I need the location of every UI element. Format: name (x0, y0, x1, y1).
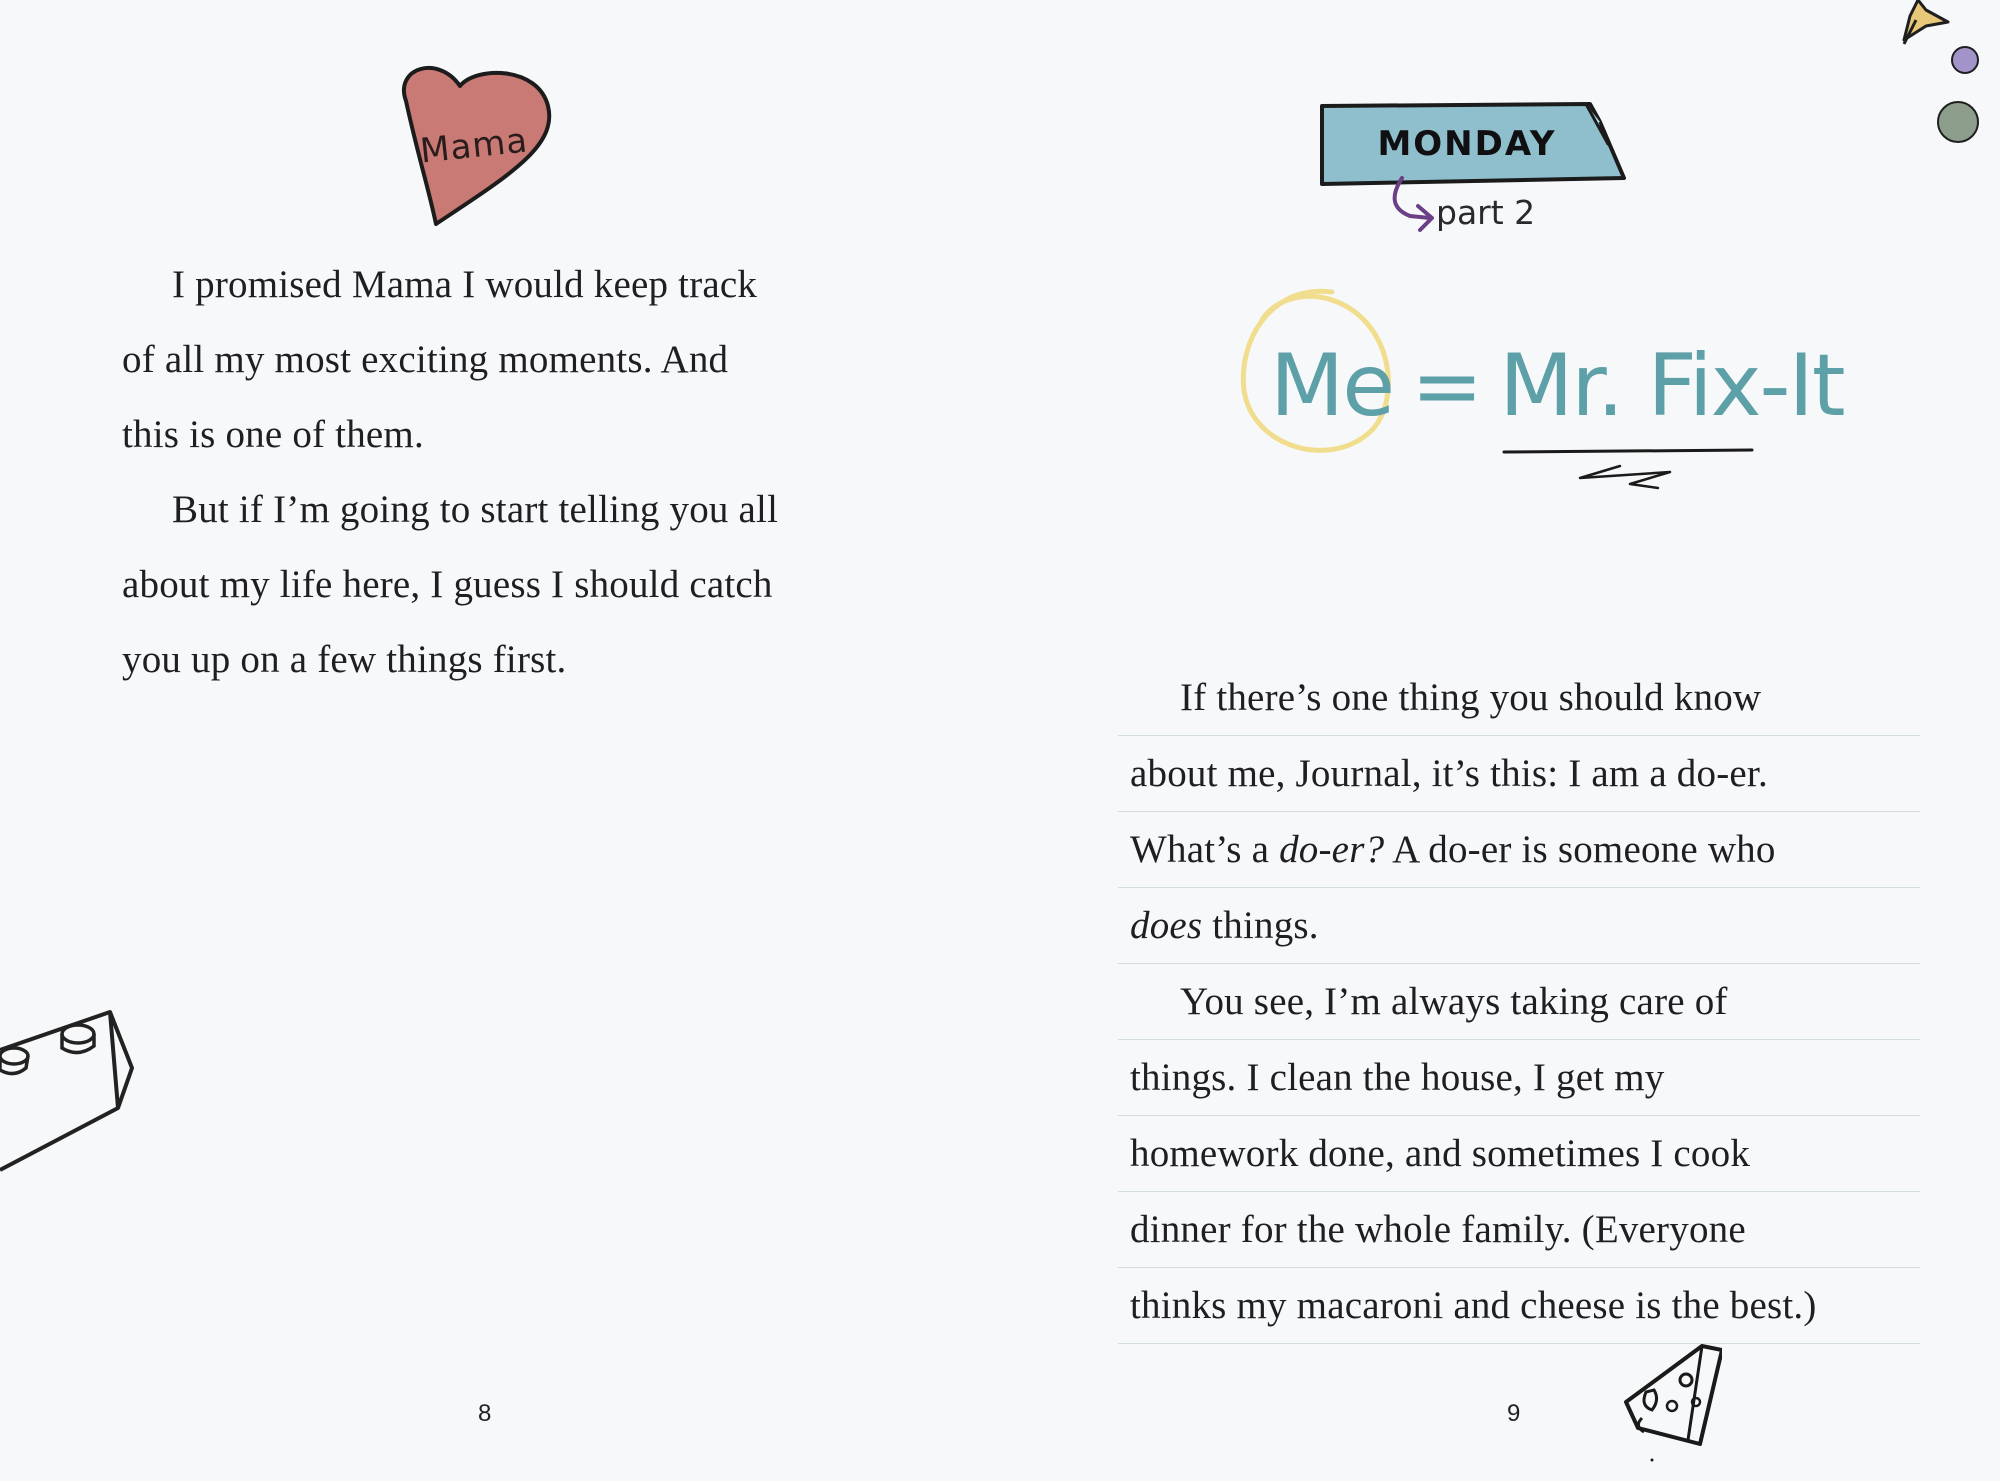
star-icon (1818, 0, 2000, 150)
arrow-icon (1380, 172, 1440, 242)
text-line (1118, 812, 1920, 888)
page-number: 8 (478, 1400, 492, 1427)
right-body-text (1130, 660, 1910, 1344)
title-me: Me (1270, 336, 1394, 436)
text-fragment: What’s a (1130, 828, 1280, 871)
text-line: But if I’m going to start telling you all (172, 488, 779, 531)
cheese-icon (1612, 1340, 1722, 1481)
right-page (1000, 0, 2000, 1481)
title-rest: Mr. Fix-It (1499, 336, 1844, 436)
text-line: dinner for the whole family. (Everyone (1118, 1192, 1920, 1268)
text-line: You see, I’m always taking care of (1118, 964, 1920, 1040)
chapter-title (1270, 336, 1844, 436)
text-line: I promised Mama I would keep track (172, 263, 758, 306)
brick-icon (0, 1000, 140, 1180)
text-line: If there’s one thing you should know (1118, 660, 1920, 736)
text-line: thinks my macaroni and cheese is the best.) (1118, 1268, 1920, 1344)
title-underline (1500, 444, 1760, 504)
text-line: about me, Journal, it’s this: I am a do-er. (1118, 736, 1920, 812)
text-fragment: A do-er is someone who (1384, 828, 1776, 871)
day-tag-label: MONDAY (1377, 124, 1557, 164)
text-line: about my life here, I guess I should catch (122, 563, 773, 606)
text-line: of all my most exciting moments. And (122, 338, 729, 381)
title-equals: = (1411, 336, 1482, 436)
text-line: things. I clean the house, I get my (1118, 1040, 1920, 1116)
text-line: homework done, and sometimes I cook (1118, 1116, 1920, 1192)
part-label: part 2 (1436, 193, 1536, 232)
italic-word: does (1130, 904, 1203, 947)
left-body-text (122, 247, 882, 697)
text-fragment: things. (1202, 904, 1319, 947)
page-number: 9 (1507, 1400, 1521, 1427)
text-line: this is one of them. (122, 413, 424, 456)
heart-label: Mama (418, 120, 530, 172)
italic-word: do-er? (1279, 828, 1385, 871)
text-line (1118, 888, 1920, 964)
text-line: you up on a few things first. (122, 638, 567, 681)
